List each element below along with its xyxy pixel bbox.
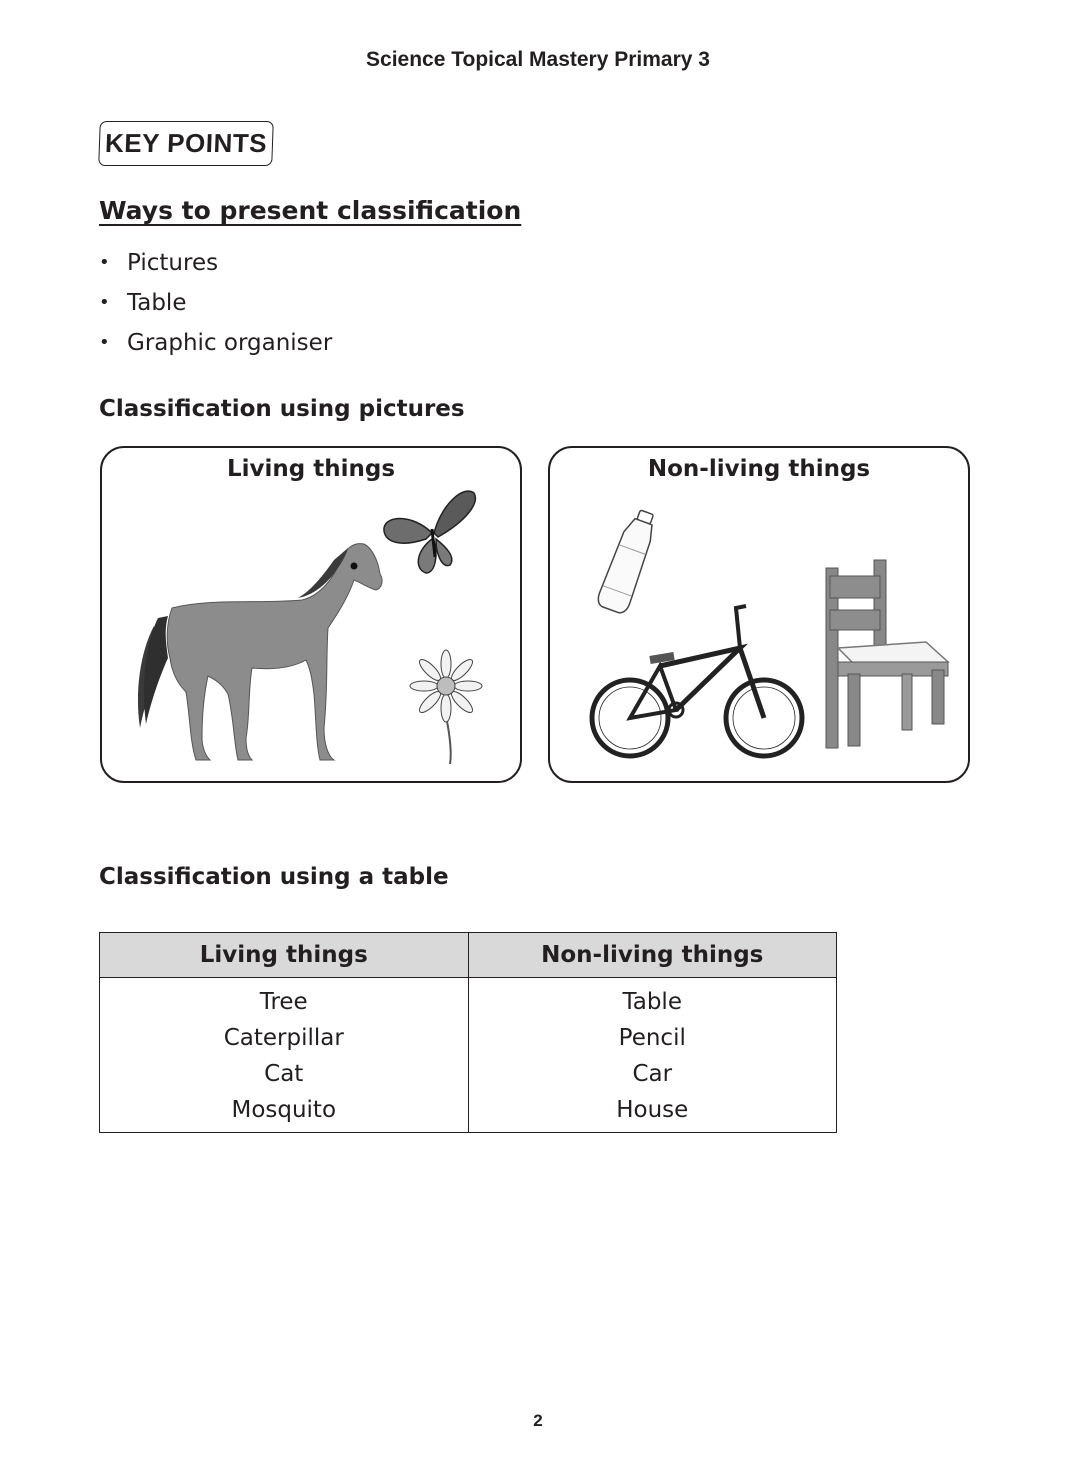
table-cell: Mosquito — [231, 1097, 337, 1123]
table-row — [100, 978, 837, 1133]
subheading-table: Classification using a table — [99, 864, 449, 890]
key-points-label: KEY POINTS — [98, 121, 274, 166]
page-header: Science Topical Mastery Primary 3 — [366, 48, 710, 71]
panel-title-non-living: Non-living things — [647, 456, 871, 482]
chair-icon — [826, 560, 948, 748]
column-header-non-living: Non-living things — [468, 933, 837, 978]
living-things-panel — [100, 446, 522, 783]
page-number: 2 — [533, 1411, 543, 1430]
bottle-icon — [595, 507, 661, 616]
list-item-text: Pictures — [127, 250, 219, 276]
table-cell: Table — [622, 989, 682, 1015]
list-item: • Table — [99, 283, 332, 323]
non-living-things-panel — [548, 446, 970, 783]
list-item: • Pictures — [99, 243, 332, 283]
horse-icon — [138, 544, 382, 760]
table-header-row — [100, 933, 837, 978]
non-living-column — [468, 978, 837, 1133]
living-column — [100, 978, 469, 1133]
bicycle-icon — [592, 606, 802, 756]
column-header-living: Living things — [100, 933, 469, 978]
list-item-text: Graphic organiser — [127, 330, 333, 356]
table-cell: House — [616, 1097, 689, 1123]
classification-table — [99, 932, 837, 1133]
table-cell: Tree — [259, 989, 308, 1015]
list-item-text: Table — [127, 290, 187, 316]
table-cell: Pencil — [618, 1025, 686, 1051]
ways-list — [99, 243, 332, 363]
list-item: • Graphic organiser — [99, 323, 332, 363]
section-title-ways: Ways to present classification — [99, 196, 522, 225]
flower-icon — [410, 650, 482, 764]
table-cell: Car — [632, 1061, 673, 1087]
table-cell: Cat — [264, 1061, 304, 1087]
table-cell: Caterpillar — [223, 1025, 344, 1051]
panel-title-living: Living things — [226, 456, 396, 482]
butterfly-icon — [384, 491, 475, 573]
subheading-pictures: Classification using pictures — [99, 396, 465, 422]
